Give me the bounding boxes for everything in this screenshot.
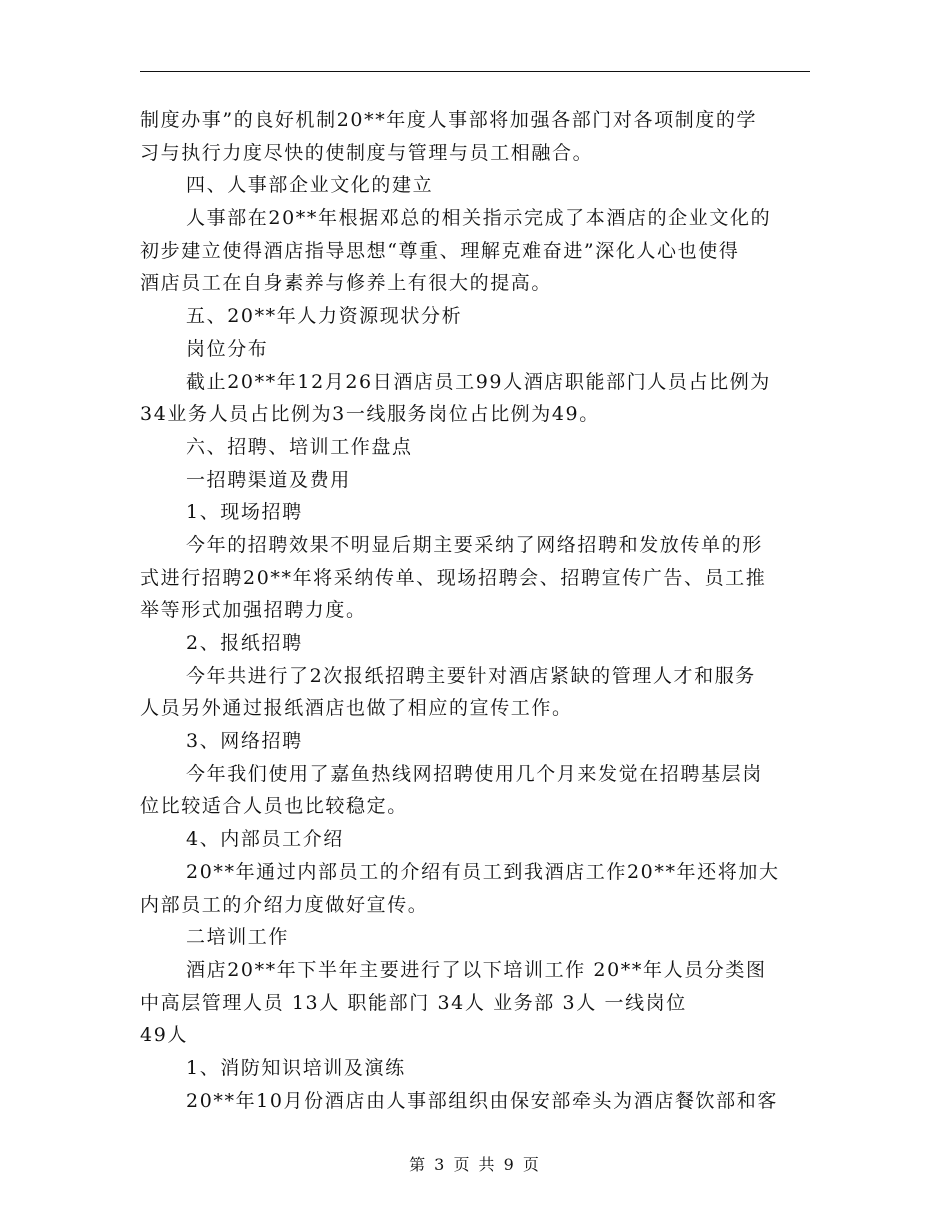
text-line: 二培训工作 [186, 926, 290, 949]
text-line: 人员另外通过报纸酒店也做了相应的宣传工作。 [140, 697, 573, 720]
text-line: 1、现场招聘 [186, 501, 303, 524]
text-line: 今年共进行了2次报纸招聘主要针对酒店紧缺的管理人才和服务 [186, 664, 756, 687]
text-line: 式进行招聘20**年将采纳传单、现场招聘会、招聘宣传广告、员工推 [140, 566, 767, 589]
text-line: 内部员工的介绍力度做好宣传。 [140, 893, 429, 916]
text-line: 初步建立使得酒店指导思想“尊重、理解克难奋进”深化人心也使得 [140, 239, 740, 262]
text-line: 一招聘渠道及费用 [186, 468, 351, 491]
text-line: 四、人事部企业文化的建立 [186, 174, 434, 197]
text-line: 制度办事”的良好机制20**年度人事部将加强各部门对各项制度的学 [140, 109, 758, 131]
page-footer: 第 3 页 共 9 页 [409, 1155, 541, 1174]
text-line: 今年的招聘效果不明显后期主要采纳了网络招聘和发放传单的形 [186, 533, 763, 556]
document-body [140, 104, 810, 1117]
text-line: 六、招聘、培训工作盘点 [186, 435, 413, 458]
text-line: 位比较适合人员也比较稳定。 [140, 795, 408, 818]
text-line: 今年我们使用了嘉鱼热线网招聘使用几个月来发觉在招聘基层岗 [186, 762, 763, 785]
text-line: 五、20**年人力资源现状分析 [186, 305, 463, 328]
text-line: 酒店20**年下半年主要进行了以下培训工作 20**年人员分类图 [186, 958, 767, 981]
text-line: 举等形式加强招聘力度。 [140, 599, 367, 622]
text-line: 3、网络招聘 [186, 730, 303, 753]
text-line: 4、内部员工介绍 [186, 828, 344, 851]
text-line: 2、报纸招聘 [186, 632, 303, 654]
text-line: 截止20**年12月26日酒店员工99人酒店职能部门人员占比例为 [186, 370, 771, 393]
text-line: 34业务人员占比例为3一线服务岗位占比例为49。 [140, 403, 600, 426]
text-line: 中高层管理人员 13人 职能部门 34人 业务部 3人 一线岗位 [140, 991, 687, 1014]
text-line: 20**年10月份酒店由人事部组织由保安部牵头为酒店餐饮部和客 [186, 1089, 778, 1112]
header-rule [140, 71, 810, 72]
text-line: 20**年通过内部员工的介绍有员工到我酒店工作20**年还将加大 [186, 860, 780, 883]
text-line: 习与执行力度尽快的使制度与管理与员工相融合。 [140, 141, 594, 164]
text-line: 岗位分布 [186, 337, 269, 360]
text-line: 1、消防知识培训及演练 [186, 1056, 406, 1079]
text-line: 49人 [140, 1024, 188, 1047]
text-line: 人事部在20**年根据邓总的相关指示完成了本酒店的企业文化的 [186, 207, 772, 230]
text-line: 酒店员工在自身素养与修养上有很大的提高。 [140, 272, 553, 295]
